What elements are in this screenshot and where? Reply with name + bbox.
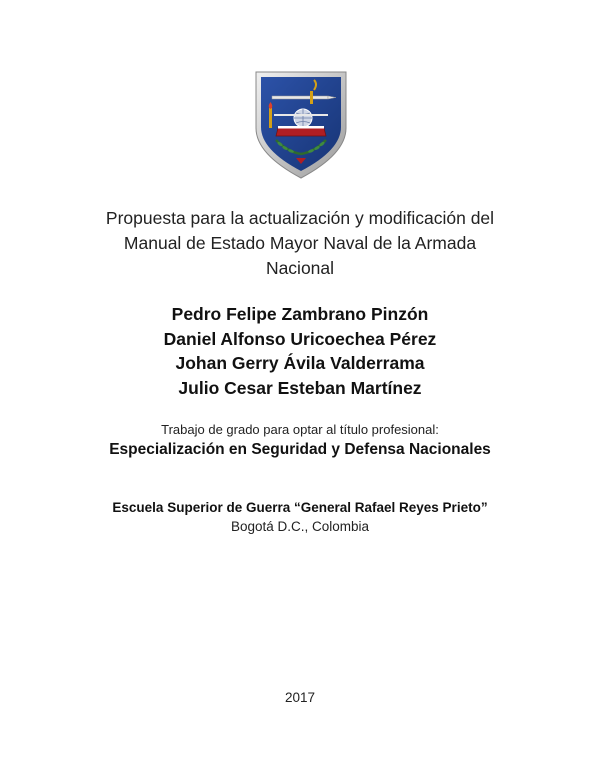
title-line: Manual de Estado Mayor Naval de la Armada: [123, 233, 477, 253]
document-title: [50, 206, 550, 281]
title-line: Nacional: [265, 258, 335, 278]
title-line: Propuesta para la actualización y modificación del: [105, 208, 495, 228]
author-name: Daniel Alfonso Uricoechea Pérez: [163, 328, 437, 349]
school-name: Escuela Superior de Guerra “General Rafael Reyes Prieto”: [112, 500, 488, 515]
author-name: Johan Gerry Ávila Valderrama: [175, 353, 425, 373]
author-list: [50, 302, 550, 400]
publication-year: 2017: [284, 690, 316, 705]
school-crest-icon: [254, 70, 348, 180]
degree-name: Especialización en Seguridad y Defensa Nacionales: [109, 441, 491, 458]
city-name: Bogotá D.C., Colombia: [230, 519, 370, 534]
degree-intro: Trabajo de grado para optar al título profesional:: [161, 422, 439, 437]
author-name: Julio Cesar Esteban Martínez: [178, 377, 422, 398]
author-name: Pedro Felipe Zambrano Pinzón: [171, 304, 429, 324]
